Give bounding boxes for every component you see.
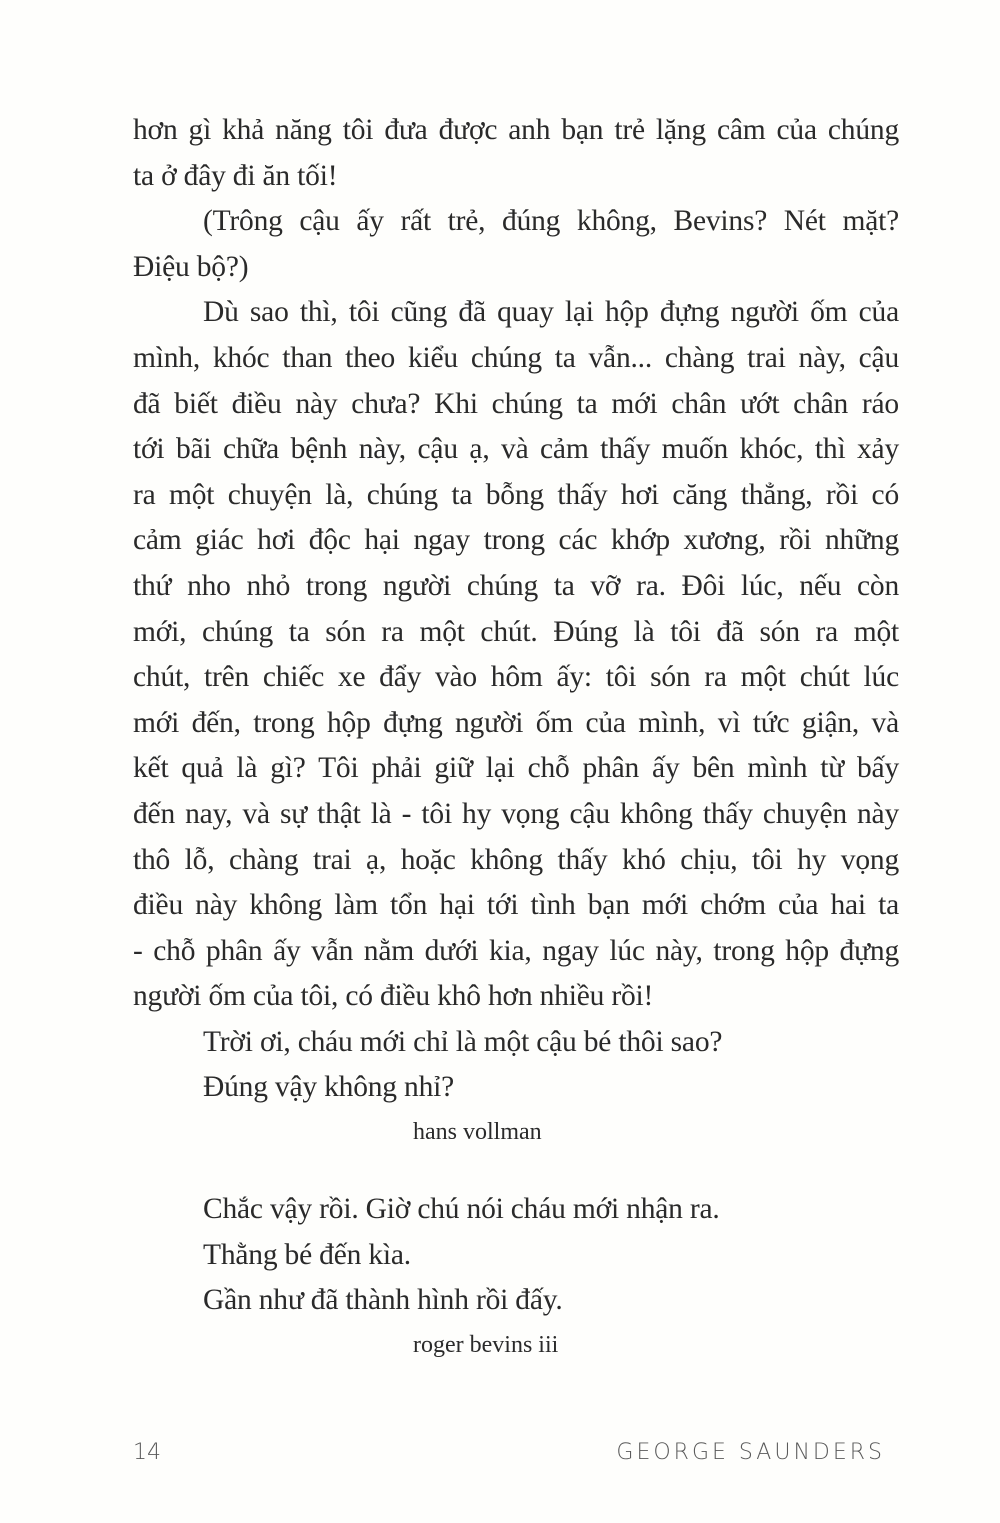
text-line: Điệu bộ?) [133, 250, 249, 283]
text-line: Đúng vậy không nhỉ? [203, 1071, 455, 1104]
text-line: Gần như đã thành hình rồi đấy. [203, 1284, 563, 1317]
text-line: Trời ơi, cháu mới chỉ là một cậu bé thôi sao? [203, 1025, 723, 1058]
text-line: đến nay, và sự thật là - tôi hy vọng cậu không thấy chuyện này [133, 797, 899, 830]
running-head-author: GEORGE SAUNDERS [616, 1440, 885, 1465]
text-line: - chỗ phân ấy vẫn nằm dưới kia, ngay lúc này, trong hộp đựng [133, 934, 899, 967]
section-gap [133, 1153, 899, 1187]
text-line: thứ nho nhỏ trong người chúng ta vỡ ra. Đôi lúc, nếu còn [133, 569, 899, 602]
text-line: thô lỗ, chàng trai ạ, hoặc không thấy khó chịu, tôi hy vọng [133, 843, 899, 876]
text-line: điều này không làm tổn hại tới tình bạn mới chớm của hai ta [133, 889, 899, 922]
text-line: người ốm của tôi, có điều khô hơn nhiều rồi! [133, 980, 654, 1013]
text-line: kết quả là gì? Tôi phải giữ lại chỗ phân ấy bên mình từ bấy [133, 752, 899, 785]
speaker-signature: roger bevins iii [413, 1331, 559, 1358]
text-line: mới đến, trong hộp đựng người ốm của mình, vì tức giận, và [133, 706, 899, 739]
text-line: Thằng bé đến kìa. [203, 1238, 411, 1271]
text-line: ta ở đây đi ăn tối! [133, 159, 338, 192]
text-line: Dù sao thì, tôi cũng đã quay lại hộp đựng người ốm của [203, 296, 899, 329]
text-line: ra một chuyện là, chúng ta bỗng thấy hơi căng thẳng, rồi có [133, 478, 899, 511]
text-line: tới bãi chữa bệnh này, cậu ạ, và cảm thấy muốn khóc, thì xảy [133, 433, 899, 466]
speaker-signature: hans vollman [413, 1119, 542, 1146]
text-line: chút, trên chiếc xe đẩy vào hôm ấy: tôi són ra một chút lúc [133, 661, 899, 694]
text-line: mình, khóc than theo kiểu chúng ta vẫn... chàng trai này, cậu [133, 341, 899, 374]
text-line: cảm giác hơi độc hại ngay trong các khớp xương, rồi những [133, 524, 899, 557]
text-line: hơn gì khả năng tôi đưa được anh bạn trẻ lặng câm của chúng [133, 114, 899, 146]
text-line: (Trông cậu ấy rất trẻ, đúng không, Bevins? Nét mặt? [203, 205, 899, 238]
text-line: đã biết điều này chưa? Khi chúng ta mới chân ướt chân ráo [133, 387, 899, 420]
text-line: mới, chúng ta són ra một chút. Đúng là tôi đã són ra một [133, 615, 899, 648]
book-page-body [133, 108, 899, 1366]
text-line: Chắc vậy rồi. Giờ chú nói cháu mới nhận ra. [203, 1193, 720, 1226]
page-number: 14 [133, 1440, 161, 1465]
